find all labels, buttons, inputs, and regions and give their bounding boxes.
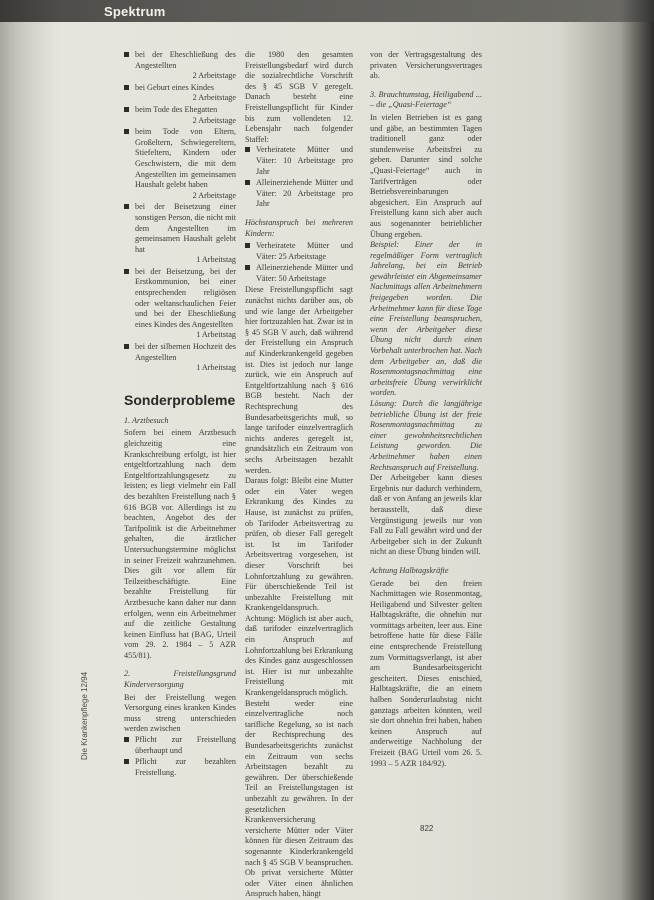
subheading: 3. Brauchtumstag, Heiligabend ... – die „Quasi-Feiertage“ — [370, 89, 482, 110]
subheading: Höchstanspruch bei mehreren Kindern: — [245, 217, 353, 238]
list-item: Pflicht zur bezahlten Freistellung. — [124, 757, 236, 778]
example-paragraph: Beispiel: Einer der in regelmäßiger Form vertraglich Jahrelang, bei ein Betrieb gewährleistet ein Abgemeinsamer Nachmittags allen Arbeitnehmern freigegeben worden. Die Arbeitnehmer kann für diese Tage eine Freistellung beanspruchen, wenn der Arbeitgeber diese Übung nicht durch einen Vorbehalt unterbrochen hat. Nach dem Arbeitgeber an, daß die Rosenmontagsnachmittag eine arbeitsfreie Übung verwirklicht worden. — [370, 240, 482, 398]
paragraph: Diese Freistellungspflicht sagt zunächst nichts darüber aus, ob und wie lange der Arbeitgeber hier fortzuzahlen hat. Zwar ist in § 45 SGB V auch, daß während der Freistellung ein Anspruch auf Kinderkrankengeld gegeben ist. Dies ist jedoch nur lange zurück, wie ein Anspruch auf Entgeltfortzahlung nach § 616 BGB besteht. Nach der Rechtsprechung des Bundesarbeitsgerichts muß, so lange tarifoder einzelvertraglich nichts anderes geregelt ist, grundsätzlich ein Zeitraum von sechs Arbeitstagen bezahlt werden. — [245, 285, 353, 475]
list-item: beim Tode des Ehegatten 2 Arbeitstage — [124, 105, 236, 126]
journal-reference: Die Krankenpflege 12/94 — [80, 671, 89, 760]
header-bar — [0, 0, 654, 22]
list-item: beim Tode von Eltern, Großeltern, Schwiegereltern, Stiefeltern, Kindern oder Geschwistern, die mit dem Angestellten im gemeinsamen Haushalt gelebt haben 2 Arbeitstage — [124, 127, 236, 201]
paragraph: In vielen Betrieben ist es gang und gäbe, an bestimmten Tagen traditionell ganz oder stundenweise Arbeitsfrei zu geben. Darunter sind solche „Quasi-Feiertage“ auch in Tarifverträgen oder Betriebsvereinbarungen abgesichert. Ein Anspruch auf Freistellung kann sich aber auch aus sogenannter betrieblicher Übung ergeben. — [370, 112, 482, 239]
leave-list — [124, 50, 236, 374]
paragraph: Besteht weder eine einzelvertragliche noch tarifliche Regelung, so ist nach der Rechtsprechung des Bundesarbeitsgerichts zunächst ein Zeitraum von sechs Arbeitstagen bezahlt zu gewähren. Der überschießende Teil an Freistellungstagen ist unbezahlt zu gewähren. In der gesetzlichen Krankenversicherung versicherte Mütter oder Väter können für diesen Zeitraum das sogenannte Kinderkrankengeld nach § 45 SGB V beanspruchen. Ob privat versicherte Mütter oder Väter einen ähnlichen Anspruch haben, hängt — [245, 698, 353, 899]
staffel-list — [245, 145, 353, 210]
list-item: Alleinerziehende Mütter und Väter: 50 Arbeitstage — [245, 263, 353, 284]
list-item: Alleinerziehende Mütter und Väter: 20 Arbeitstage pro Jahr — [245, 178, 353, 210]
paragraph: Daraus folgt: Bleibt eine Mutter oder ein Vater wegen Erkrankung des Kindes zu Hause, ist zunächst zu prüfen, ob Tarifoder Arbeitsvertrag zu prüfen, ob dieser Fall geregelt ist. Ist im Tarifoder Arbeitsvertrag vorgesehen, ist dieser Vorschrift bei Lohnfortzahlung zu gewähren. Für überschießende Teil ist unbezahlte Freistellung mit Krankengeldanspruch. — [245, 476, 353, 613]
list-item: bei Geburt eines Kindes 2 Arbeitstage — [124, 83, 236, 104]
paragraph: Der Arbeitgeber kann dieses Ergebnis nur dadurch verhindern, daß er von Anfang an jeweils klar herausstellt, daß diese Vergünstigung jeweils nur von Fall zu Fall gewährt wird und der Arbeitgeber sich in der Zukunft nicht an diese Übung binden will. — [370, 473, 482, 557]
column-3 — [370, 50, 482, 769]
list-item: bei der silbernen Hochzeit des Angestellten 1 Arbeitstag — [124, 342, 236, 374]
list-item: Pflicht zur Freistellung überhaupt und — [124, 735, 236, 756]
paragraph: die 1980 den gesamten Freistellungsbedarf wird durch die sozialrechtliche Vorschrift des § 45 SGB V geregelt. Danach besteht eine Freistellungspflicht für Kinder bis zum vollendeten 12. Lebensjahr nach folgender Staffel: — [245, 50, 353, 144]
section-label: Spektrum — [104, 4, 166, 19]
freistellung-list — [124, 735, 236, 778]
paragraph: von der Vertragsgestaltung des privaten Versicherungsvertrages ab. — [370, 50, 482, 81]
list-item: bei der Beisetzung, bei der Erstkommunion, bei einer entsprechenden religiösen oder weltanschaulichen Feier und bei der Eheschließung eines Kindes des Angestellten 1 Arbeitstag — [124, 267, 236, 341]
paragraph: Gerade bei den freien Nachmittagen wie Rosenmontag, Heiligabend und Silvester gelten Halbtagskräfte, die ohnehin nur vormittags arbeiten, leer aus. Eine betroffene hatte für diese Fälle eine entsprechende Freistellung zum Vormittagsverlangt, ist aber am Bundesarbeitsgericht gescheitert. Dieses entschied, Halbtagskräfte, die an einem halben Sonderurlaubstag nicht ganztags arbeiten könnten, weil sie dort ohnehin frei haben, haben keinen Anspruch auf anderweitige Nachholung der Freizeit (BAG Urteil vom 26. 5. 1993 – 5 AZR 184/92). — [370, 578, 482, 768]
paragraph: Bei der Freistellung wegen Versorgung eines kranken Kindes muss streng unterschieden werden zwischen — [124, 692, 236, 734]
paragraph: Achtung: Möglich ist aber auch, daß tarifoder einzelvertraglich ein Anspruch auf Lohnfortzahlung bei Erkrankung des Kindes ganz ausgeschlossen ist. Hier ist nur unbezahlte Freistellung mit Krankengeldanspruch möglich. — [245, 613, 353, 698]
subheading: 2. Freistellungsgrund Kinderversorgung — [124, 669, 236, 690]
list-item: bei der Beisetzung einer sonstigen Person, die nicht mit dem Angestellten im gemeinsamen Haushalt gelebt hat 1 Arbeitstag — [124, 202, 236, 266]
subheading: 1. Arztbesuch — [124, 415, 169, 425]
list-item: bei der Eheschließung des Angestellten 2 Arbeitstage — [124, 50, 236, 82]
paragraph: Sofern bei einem Arztbesuch gleichzeitig eine Krankschreibung erfolgt, ist hier entgeltfortzahlung nach dem Entgeltfortzahlungsgesetz zu leisten; es liegt vielmehr ein Fall des bezahlten Freistellung nach § 616 BGB vor. Allerdings ist zu beachten, Angebot des der Tarifpolitik ist die Arbeitnehmer gehalten, die ärztlicher Untersuchungstermine möglichst in seiner Freizeit wahrzunehmen. Dies gilt vor allem für Teilzeitbeschäftigte. Eine bezahlte Freistellung für Arztbesuche kann daher nur dann erfolgen, wenn ein Arbeitnehmer auf die zeitliche Gestaltung keinen Einfluss hat (BAG, Urteil vom 29. 2. 1984 – 5 AZR 455/81). — [124, 428, 236, 660]
column-1 — [124, 50, 236, 779]
subheading: Achtung Halbtagskräfte — [370, 565, 449, 575]
section-heading: Sonderprobleme — [124, 391, 236, 408]
solution-paragraph: Lösung: Durch die langjährige betriebliche Übung ist der freie Rosenmontagsnachmittag zu einer gewohnheitsrechtlichen Leistung geworden. Die Arbeitnehmer haben einen Rechtsanspruch auf Freistellung. — [370, 399, 482, 472]
page-number: 822 — [420, 824, 434, 833]
hoechstanspruch-list — [245, 241, 353, 284]
column-2 — [245, 50, 353, 900]
list-item: Verheiratete Mütter und Väter: 10 Arbeitstage pro Jahr — [245, 145, 353, 177]
list-item: Verheiratete Mütter und Väter: 25 Arbeitstage — [245, 241, 353, 262]
